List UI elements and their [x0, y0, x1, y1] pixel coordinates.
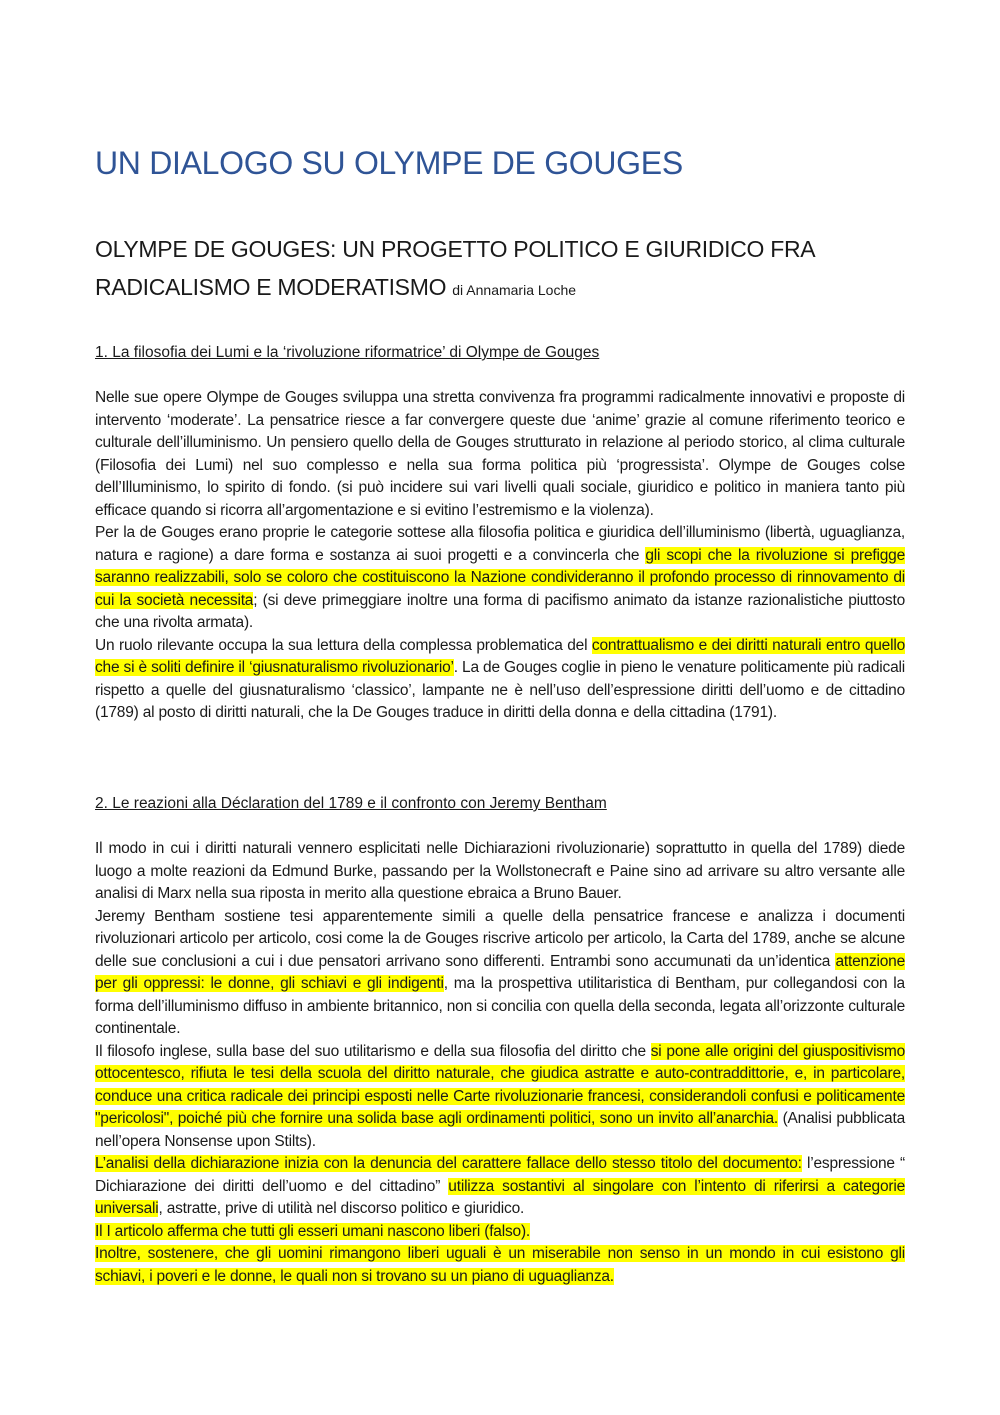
section-1-heading: 1. La filosofia dei Lumi e la ‘rivoluzione riformatrice’ di Olympe de Gouges [95, 344, 600, 361]
author-byline: di Annamaria Loche [452, 282, 577, 298]
paragraph-text: ; (si deve primeggiare inoltre una forma di pacifismo animato da istanze razionalistiche piuttosto che una rivolta armata). [95, 591, 905, 631]
paragraph: Nelle sue opere Olympe de Gouges sviluppa una stretta convivenza fra programmi radicalmente innovativi e proposte di intervento ‘moderate’. La pensatrice riesce a far convergere queste due ‘anime’ grazie al comune riferimento teorico e culturale dell’illuminismo. Un pensiero quello della de Gouges strutturato in relazione al periodo storico, al clima culturale (Filosofia dei Lumi) nel suo complesso e nella sua forma politica più ‘progressista’. Olympe de Gouges colse dell’Illuminismo, lo spirito di fondo. (si può incidere sui vari livelli quali sociale, giuridico e politico in maniera tanto più efficace quando si ricorra all’argomentazione e si evitino l’estremismo e la violenza). [95, 389, 905, 519]
paragraph-text: Il filosofo inglese, sulla base del suo utilitarismo e della sua filosofia del diritto che [95, 1042, 651, 1060]
paragraph [95, 1221, 905, 1244]
highlighted-text: L’analisi della dichiarazione inizia con la denuncia del carattere fallace dello stesso titolo del documento: [95, 1155, 802, 1172]
section-1 [95, 342, 906, 721]
paragraph-text: l’espressione “ Dichiarazione dei diritti dell’uomo e del cittadino” [95, 1155, 905, 1195]
paragraph-text: , astratte, prive di utilità nel discorso politico e giuridico. [158, 1200, 525, 1217]
paragraph [95, 635, 905, 725]
highlighted-text: contrattualismo e dei diritti naturali entro quello che si è soliti definire il ‘giusnaturalismo rivoluzionario’ [95, 636, 906, 676]
paragraph [95, 522, 905, 635]
paragraph [95, 906, 905, 1041]
paragraph-text: , ma la prospettiva utilitaristica di Bentham, pur collegandosi con la forma dell’illuminismo diffuso in ambiente britannico, non si concilia con quella della seconda, legata all’orizzonte culturale continentale. [95, 975, 905, 1037]
highlighted-text: gli scopi che la rivoluzione si prefigge saranno realizzabili, solo se coloro che costituiscono la Nazione condivideranno il profondo processo di rinnovamento di cui la società necessita [95, 546, 905, 609]
highlighted-text: Il I articolo afferma che tutti gli esseri umani nascono liberi (falso). [95, 1222, 531, 1240]
section-2-heading: 2. Le reazioni alla Déclaration del 1789 e il confronto con Jeremy Bentham [95, 795, 607, 812]
highlighted-text: utilizza sostantivi al singolare con l’intento di riferirsi a categorie universali [95, 1177, 906, 1217]
highlighted-text: Inoltre, sostenere, che gli uomini rimangono liberi uguali è un miserabile non senso in un mondo in cui esistono gli schiavi, i poveri e le donne, le quali non si trovano su un piano di uguaglianza. [95, 1245, 905, 1285]
paragraph-text: Per la de Gouges erano proprie le categorie sottese alla filosofia politica e giuridica dell’illuminismo (libertà, uguaglianza, natura e ragione) a dare forma e sostanza ai suoi progetti e a convincerla che [95, 524, 905, 564]
paragraph [95, 1243, 905, 1288]
paragraph [95, 1153, 905, 1221]
paragraph: Il modo in cui i diritti naturali vennero esplicitati nelle Dichiarazioni rivoluzionarie) soprattutto in quella del 1789) diede luogo a molte reazioni da Edmund Burke, passando per la Wollstonecraft e Paine sino ad arrivare su altro versante alle analisi di Marx nella sua riposta in merito alla questione ebraica a Bruno Bauer. [95, 840, 905, 902]
paragraph-text: Un ruolo rilevante occupa la sua lettura della complessa problematica del [95, 636, 592, 654]
highlighted-text: si pone alle origini del giuspositivismo ottocentesco, rifiuta le tesi della scuola del diritto naturale, che giudica astratte e auto-contraddittorie, e, in particolare, conduce una critica radicale dei principi esposti nelle Carte rivoluzionarie francesi, considerandoli confusi e politicamente "pericolosi", poiché più che fornire una solida base agli ordinamenti politici, sono un invito all’anarchia. [95, 1042, 905, 1127]
section-2-body [95, 838, 905, 1288]
paragraph-text: . La de Gouges coglie in pieno le venature politicamente più radicali rispetto a quelle del giusnaturalismo ‘classico’, lampante ne è nell’uso dell’espressione diritti dell’uomo e de cittadino (1789) al posto di diritti naturali, che la De Gouges traduce in diritti della donna e della cittadina (1791). [95, 659, 905, 721]
article-subtitle [95, 230, 915, 309]
paragraph-text: Jeremy Bentham sostiene tesi apparentemente simili a quelle della pensatrice francese e analizza i documenti rivoluzionari articolo per articolo, cosi come la de Gouges riscrive articolo per articolo, la Carta del 1789, anche se alcune delle sue conclusioni a cui i due pensatori arrivano sono differenti. Entrambi sono accumunati da un’identica [95, 907, 905, 970]
section-2 [95, 793, 906, 1285]
paragraph [95, 1041, 905, 1154]
paragraph-text: (Analisi pubblicata nell’opera Nonsense upon Stilts). [95, 1110, 905, 1150]
section-1-body [95, 387, 905, 725]
highlighted-text: attenzione per gli oppressi: le donne, gli schiavi e gli indigenti [95, 952, 905, 992]
subtitle-text: OLYMPE DE GOUGES: UN PROGETTO POLITICO E GIURIDICO FRA RADICALISMO E MODERATISMO [95, 236, 815, 300]
page-title: UN DIALOGO SU OLYMPE DE GOUGES [95, 145, 683, 181]
